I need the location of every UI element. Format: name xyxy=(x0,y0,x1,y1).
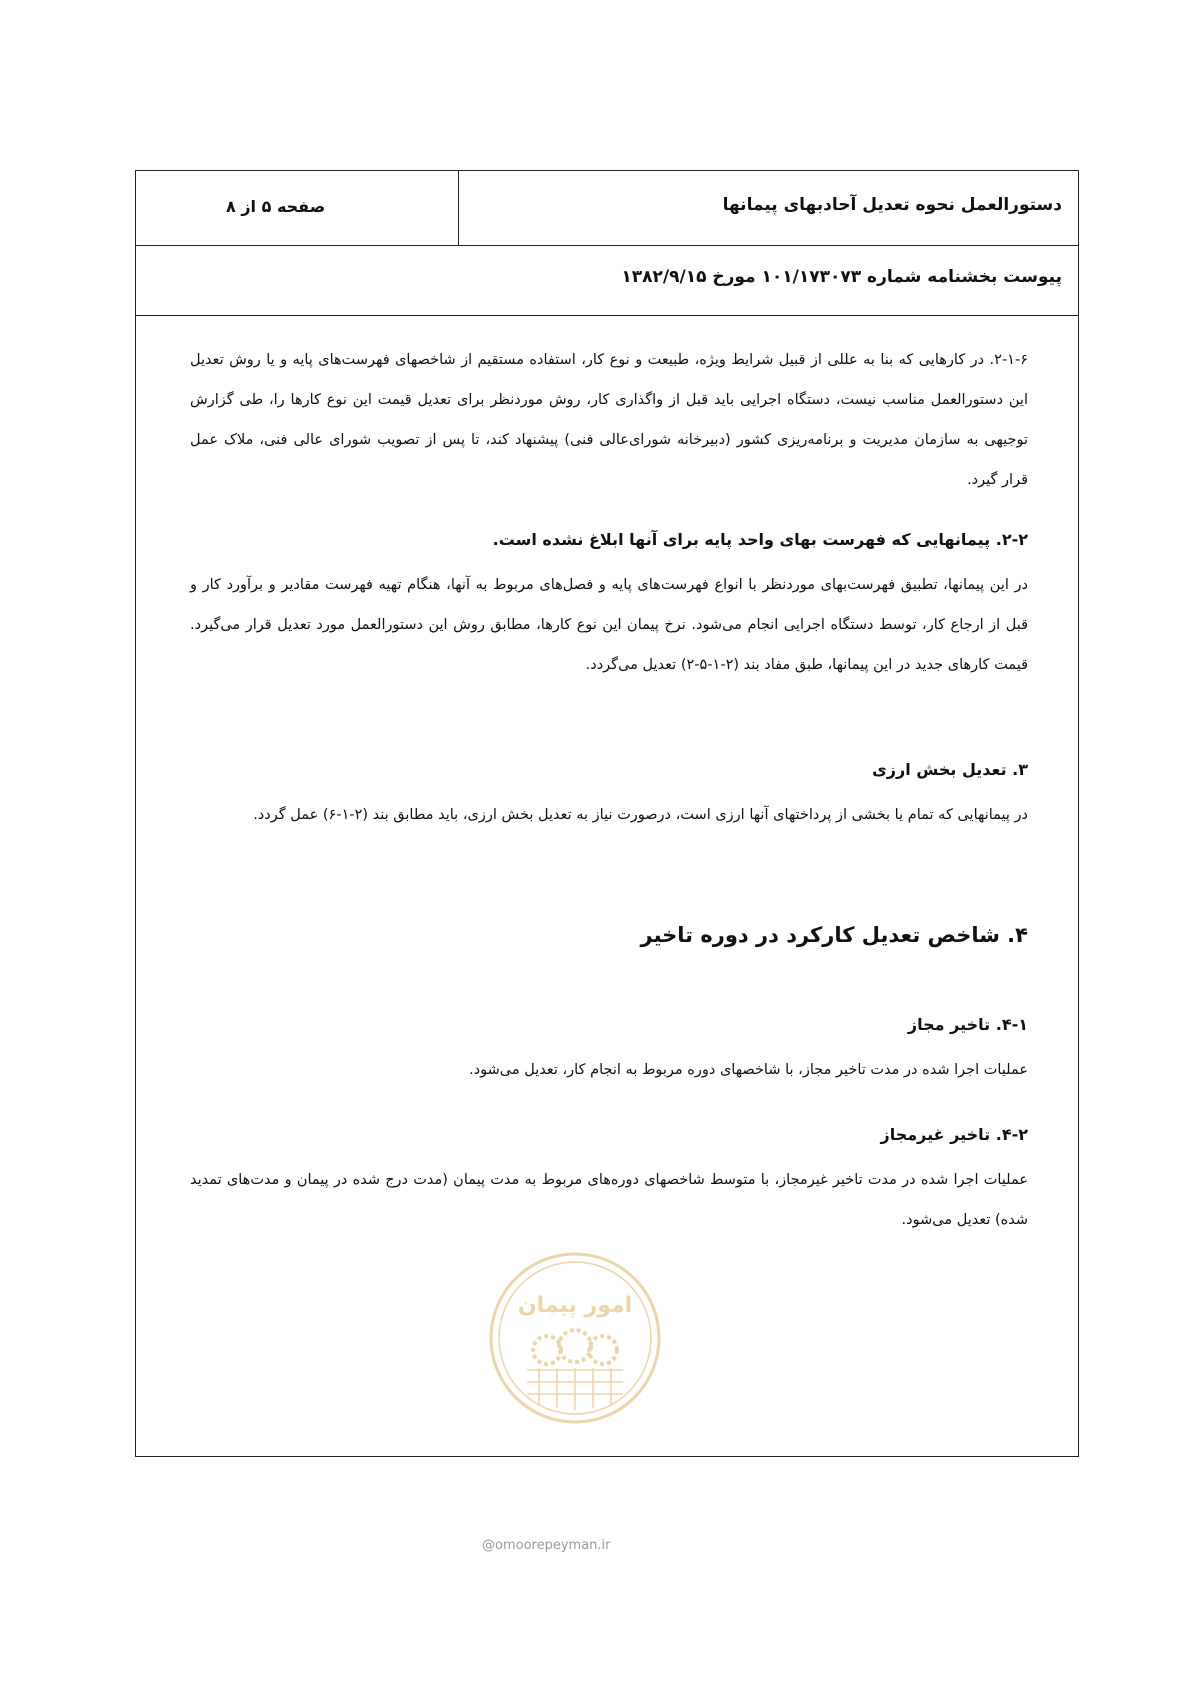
website-watermark: @omoorepeyman.ir xyxy=(482,1538,611,1553)
header-divider xyxy=(458,171,459,245)
heading-3: ۳. تعدیل بخش ارزی xyxy=(872,760,1028,779)
heading-2-2: ۲-۲. پیمانهایی که فهرست بهای واحد پایه برای آنها ابلاغ نشده است. xyxy=(492,530,1028,549)
paragraph-4-1: عملیات اجرا شده در مدت تاخیر مجاز، با شاخصهای دوره مربوط به انجام کار، تعدیل می‌شود. xyxy=(469,1062,1028,1078)
paragraph-2-1-6: ۲-۱-۶. در کارهایی که بنا به عللی از قبیل شرایط ویژه، طبیعت و نوع کار، استفاده مستقیم از شاخصهای فهرست‌های پایه و یا روش تعدیل این دستورالعمل مناسب نیست، دستگاه اجرایی باید قبل از واگذاری کار، روش موردنظر برای تعدیل قیمت این نوع کارها را، طی گزارش توجیهی به سازمان مدیریت و برنامه‌ریزی کشور (دبیرخانه شورای‌عالی فنی) پیشنهاد کند، تا پس از تصویب شورای عالی فنی، ملاک عمل قرار گیرد. xyxy=(190,352,1028,488)
paragraph-2-2: در این پیمانها، تطبیق فهرست‌بهای موردنظر با انواع فهرست‌های پایه و فصل‌های مربوط به آنها، هنگام تهیه فهرست مقادیر و برآورد کار و قبل از ارجاع کار، توسط دستگاه اجرایی انجام می‌شود. نرخ پیمان این نوع کارها، مطابق روش این دستورالعمل مورد تعدیل قرار می‌گیرد. قیمت کارهای جدید در این پیمانها، طبق مفاد بند (۲-۱-۵-۲) تعدیل می‌گردد. xyxy=(190,577,1028,673)
page-number: صفحه ۵ از ۸ xyxy=(226,197,326,216)
paragraph-4-2: عملیات اجرا شده در مدت تاخیر غیرمجاز، با متوسط شاخصهای دوره‌های مربوط به مدت پیمان (مدت درج شده در پیمان و مدت‌های تمدید شده) تعدیل می‌شود. xyxy=(190,1172,1028,1228)
heading-4-1: ۴-۱. تاخیر مجاز xyxy=(907,1015,1028,1034)
heading-4: ۴. شاخص تعدیل کارکرد در دوره تاخیر xyxy=(640,923,1028,947)
subheader-row xyxy=(136,245,1078,316)
header-row xyxy=(136,171,1078,246)
circular-reference: پیوست بخشنامه شماره ۱۰۱/۱۷۳۰۷۳ مورخ ۱۳۸۲/۹/۱۵ xyxy=(621,267,1062,287)
stamp-text: امور پیمان xyxy=(517,1293,633,1318)
document-title: دستورالعمل نحوه تعدیل آحادبهای پیمانها xyxy=(722,195,1062,215)
paragraph-3: در پیمانهایی که تمام یا بخشی از پرداختهای آنها ارزی است، درصورت نیاز به تعدیل بخش ارزی، باید مطابق بند (۲-۱-۶) عمل گردد. xyxy=(253,807,1028,823)
heading-4-2: ۴-۲. تاخیر غیرمجاز xyxy=(880,1125,1028,1144)
omoore-peyman-stamp-icon xyxy=(487,1250,663,1426)
